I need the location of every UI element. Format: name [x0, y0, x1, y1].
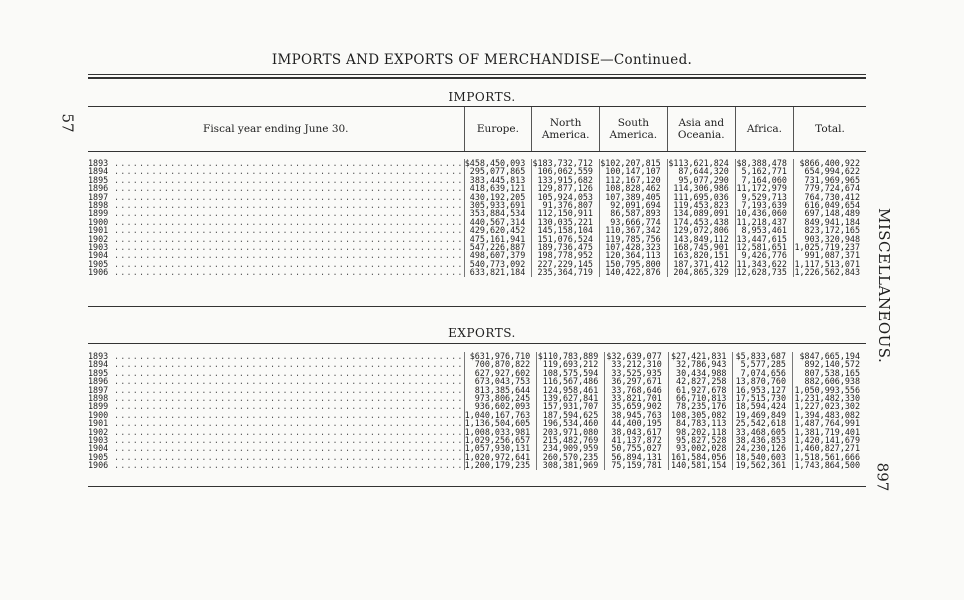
- header-asia-oceania: Asia and Oceania.: [667, 107, 735, 151]
- header-south-america: South America.: [599, 107, 667, 151]
- value-cell: 215,482,769: [537, 436, 605, 444]
- value-cell: 731,969,965: [793, 176, 866, 184]
- value-cell: 107,428,323: [599, 243, 667, 251]
- year-label: 1893: [88, 352, 109, 361]
- value-cell: 764,730,412: [793, 193, 866, 201]
- value-cell: 100,147,107: [599, 167, 667, 175]
- dot-leader: ........................................................: [114, 410, 464, 420]
- value-cell: 498,607,379: [464, 251, 532, 259]
- value-cell: 203,971,080: [537, 428, 605, 436]
- year-label: 1895: [88, 368, 109, 378]
- value-cell: 187,594,625: [537, 411, 605, 419]
- value-cell: 134,089,091: [667, 209, 735, 217]
- exports-table: [88, 352, 866, 470]
- value-cell: 779,724,674: [793, 184, 866, 192]
- year-label: 1905: [88, 452, 109, 462]
- value-cell: 892,140,572: [792, 360, 866, 368]
- dot-leader: ........................................................: [114, 175, 464, 185]
- value-cell: 1,743,864,500: [792, 461, 866, 469]
- value-cell: 143,849,112: [667, 235, 735, 243]
- value-cell: 11,218,437: [735, 218, 793, 226]
- dot-leader: ........................................................: [114, 192, 464, 202]
- dot-leader: ........................................................: [114, 159, 464, 168]
- value-cell: 93,666,774: [599, 218, 667, 226]
- dot-leader: ........................................................: [114, 360, 464, 369]
- dot-leader: ........................................................: [114, 444, 464, 453]
- value-cell: 204,865,329: [667, 268, 735, 276]
- year-label: 1900: [88, 217, 109, 227]
- year-label: 1902: [88, 234, 109, 244]
- year-label: 1906: [88, 461, 109, 470]
- value-cell: 196,534,460: [537, 419, 605, 427]
- value-cell: 1,460,827,271: [792, 444, 866, 452]
- value-cell: 1,231,482,330: [792, 394, 866, 402]
- value-cell: 16,953,127: [733, 386, 793, 394]
- year-label: 1906: [88, 268, 109, 277]
- value-cell: 120,364,113: [599, 251, 667, 259]
- exports-row: [88, 461, 866, 469]
- value-cell: 163,820,151: [667, 251, 735, 259]
- value-cell: 150,795,800: [599, 260, 667, 268]
- value-cell: 35,659,902: [605, 402, 669, 410]
- dot-leader: ........................................................: [114, 377, 464, 386]
- value-cell: $110,783,889: [537, 352, 605, 360]
- value-cell: $847,665,194: [792, 352, 866, 360]
- value-cell: $27,421,831: [668, 352, 733, 360]
- value-cell: 430,192,205: [464, 193, 532, 201]
- value-cell: 129,072,806: [667, 226, 735, 234]
- value-cell: 9,426,776: [735, 251, 793, 259]
- dot-leader: ........................................................: [114, 436, 464, 445]
- year-label: 1900: [88, 410, 109, 420]
- year-label: 1894: [88, 360, 109, 369]
- value-cell: 129,877,126: [532, 184, 600, 192]
- year-label: 1902: [88, 427, 109, 437]
- year-label: 1897: [88, 385, 109, 395]
- value-cell: 36,297,671: [605, 377, 669, 385]
- value-cell: 18,594,424: [733, 402, 793, 410]
- value-cell: 145,158,104: [532, 226, 600, 234]
- dot-leader: ........................................................: [114, 419, 464, 428]
- value-cell: 87,644,320: [667, 167, 735, 175]
- value-cell: 540,773,092: [464, 260, 532, 268]
- value-cell: 295,077,865: [464, 167, 532, 175]
- year-label: 1893: [88, 159, 109, 168]
- dot-leader: ........................................................: [114, 184, 464, 193]
- value-cell: 1,050,993,556: [792, 386, 866, 394]
- year-label: 1897: [88, 192, 109, 202]
- dot-leader: ........................................................: [114, 234, 464, 244]
- value-cell: 697,148,489: [793, 209, 866, 217]
- value-cell: 1,025,719,237: [793, 243, 866, 251]
- value-cell: 429,620,452: [464, 226, 532, 234]
- year-cell: [88, 243, 464, 251]
- title-rule: [88, 74, 866, 75]
- year-label: 1894: [88, 167, 109, 176]
- value-cell: 11,343,622: [735, 260, 793, 268]
- value-cell: $458,450,093: [464, 159, 532, 167]
- value-cell: 112,167,120: [599, 176, 667, 184]
- value-cell: 936,602,093: [464, 402, 537, 410]
- value-cell: 383,445,813: [464, 176, 532, 184]
- value-cell: 140,581,154: [668, 461, 733, 469]
- value-cell: 547,226,887: [464, 243, 532, 251]
- value-cell: 1,420,141,679: [792, 436, 866, 444]
- value-cell: 33,525,935: [605, 369, 669, 377]
- value-cell: 5,162,771: [735, 167, 793, 175]
- value-cell: 93,002,028: [668, 444, 733, 452]
- value-cell: 1,394,483,082: [792, 411, 866, 419]
- year-cell: [88, 428, 464, 436]
- header-europe: Europe.: [464, 107, 532, 151]
- value-cell: 1,029,256,657: [464, 436, 537, 444]
- value-cell: 7,164,060: [735, 176, 793, 184]
- dot-leader: ........................................................: [114, 209, 464, 218]
- value-cell: 92,091,694: [599, 201, 667, 209]
- value-cell: 75,159,781: [605, 461, 669, 469]
- value-cell: 1,227,023,302: [792, 402, 866, 410]
- value-cell: 849,941,184: [793, 218, 866, 226]
- dot-leader: ........................................................: [114, 259, 464, 269]
- header-north-america: North America.: [532, 107, 600, 151]
- value-cell: 633,821,184: [464, 268, 532, 276]
- imports-title: IMPORTS.: [448, 90, 516, 104]
- value-cell: 61,927,678: [668, 386, 733, 394]
- value-cell: 119,693,212: [537, 360, 605, 368]
- value-cell: 12,581,651: [735, 243, 793, 251]
- value-cell: 161,584,056: [668, 453, 733, 461]
- header-fiscal-year: Fiscal year ending June 30.: [203, 123, 349, 135]
- value-cell: 130,035,221: [532, 218, 600, 226]
- value-cell: 168,745,901: [667, 243, 735, 251]
- value-cell: $183,732,712: [532, 159, 600, 167]
- value-cell: 627,927,602: [464, 369, 537, 377]
- value-cell: $5,833,687: [733, 352, 793, 360]
- value-cell: 98,202,118: [668, 428, 733, 436]
- imports-row: [88, 268, 866, 276]
- value-cell: 95,077,290: [667, 176, 735, 184]
- value-cell: 1,040,167,763: [464, 411, 537, 419]
- value-cell: $8,388,478: [735, 159, 793, 167]
- value-cell: $631,976,710: [464, 352, 537, 360]
- year-cell: [88, 402, 464, 410]
- value-cell: 107,389,405: [599, 193, 667, 201]
- value-cell: 106,062,559: [532, 167, 600, 175]
- value-cell: 1,487,764,991: [792, 419, 866, 427]
- value-cell: 84,783,113: [668, 419, 733, 427]
- year-label: 1898: [88, 201, 109, 210]
- value-cell: 108,305,082: [668, 411, 733, 419]
- value-cell: 700,870,822: [464, 360, 537, 368]
- year-cell: [88, 201, 464, 209]
- value-cell: 33,212,310: [605, 360, 669, 368]
- value-cell: 151,076,524: [532, 235, 600, 243]
- exports-body: [88, 352, 866, 470]
- value-cell: 1,020,972,641: [464, 453, 537, 461]
- value-cell: 119,785,756: [599, 235, 667, 243]
- value-cell: 139,627,841: [537, 394, 605, 402]
- value-cell: 174,453,438: [667, 218, 735, 226]
- page-title: IMPORTS AND EXPORTS OF MERCHANDISE—Continued.: [271, 52, 693, 68]
- value-cell: 616,049,654: [793, 201, 866, 209]
- value-cell: 8,953,461: [735, 226, 793, 234]
- value-cell: 95,827,528: [668, 436, 733, 444]
- year-label: 1903: [88, 436, 109, 445]
- value-cell: 234,909,959: [537, 444, 605, 452]
- value-cell: 189,736,475: [532, 243, 600, 251]
- value-cell: 30,434,988: [668, 369, 733, 377]
- year-cell: [88, 419, 464, 427]
- value-cell: 813,385,644: [464, 386, 537, 394]
- year-cell: [88, 444, 464, 452]
- value-cell: 119,453,823: [667, 201, 735, 209]
- value-cell: 33,468,605: [733, 428, 793, 436]
- year-cell: [88, 453, 464, 461]
- value-cell: 19,562,361: [733, 461, 793, 469]
- value-cell: 13,447,615: [735, 235, 793, 243]
- dot-leader: ........................................................: [114, 394, 464, 403]
- value-cell: 110,367,342: [599, 226, 667, 234]
- value-cell: $32,639,077: [605, 352, 669, 360]
- value-cell: 1,057,930,131: [464, 444, 537, 452]
- year-cell: [88, 268, 464, 276]
- value-cell: 18,540,603: [733, 453, 793, 461]
- value-cell: 305,933,691: [464, 201, 532, 209]
- year-label: 1896: [88, 184, 109, 193]
- value-cell: 903,320,948: [793, 235, 866, 243]
- value-cell: 78,235,176: [668, 402, 733, 410]
- imports-header-row: [88, 107, 866, 151]
- value-cell: 1,518,561,666: [792, 453, 866, 461]
- year-label: 1899: [88, 402, 109, 411]
- value-cell: 882,606,938: [792, 377, 866, 385]
- year-cell: [88, 377, 464, 385]
- value-cell: 56,894,131: [605, 453, 669, 461]
- year-cell: [88, 394, 464, 402]
- dot-leader: ........................................................: [114, 226, 464, 235]
- value-cell: 157,931,707: [537, 402, 605, 410]
- left-page-number: 57: [58, 113, 77, 133]
- dot-leader: ........................................................: [114, 368, 464, 378]
- year-label: 1901: [88, 419, 109, 428]
- value-cell: 108,828,462: [599, 184, 667, 192]
- value-cell: 105,924,053: [532, 193, 600, 201]
- year-cell: [88, 461, 464, 469]
- value-cell: 19,469,849: [733, 411, 793, 419]
- imports-body: [88, 151, 866, 277]
- title-rule-thick: [88, 77, 866, 79]
- year-cell: [88, 193, 464, 201]
- value-cell: 33,768,646: [605, 386, 669, 394]
- value-cell: 41,137,872: [605, 436, 669, 444]
- dot-leader: ........................................................: [114, 452, 464, 462]
- dot-leader: ........................................................: [114, 251, 464, 260]
- value-cell: 5,577,285: [733, 360, 793, 368]
- value-cell: 116,567,486: [537, 377, 605, 385]
- year-cell: [88, 218, 464, 226]
- year-label: 1899: [88, 209, 109, 218]
- value-cell: 227,229,145: [532, 260, 600, 268]
- dot-leader: ........................................................: [114, 385, 464, 395]
- right-page-number: 897: [873, 462, 892, 492]
- dot-leader: ........................................................: [114, 243, 464, 252]
- year-cell: [88, 386, 464, 394]
- dot-leader: ........................................................: [114, 461, 464, 470]
- exports-rule-top: [88, 343, 866, 344]
- value-cell: 235,364,719: [532, 268, 600, 276]
- year-label: 1904: [88, 251, 109, 260]
- value-cell: 7,193,639: [735, 201, 793, 209]
- year-label: 1904: [88, 444, 109, 453]
- value-cell: 17,515,730: [733, 394, 793, 402]
- value-cell: 13,870,760: [733, 377, 793, 385]
- year-cell: [88, 436, 464, 444]
- value-cell: 991,087,371: [793, 251, 866, 259]
- value-cell: $113,621,824: [667, 159, 735, 167]
- value-cell: 807,538,165: [792, 369, 866, 377]
- dot-leader: ........................................................: [114, 201, 464, 210]
- value-cell: 111,695,036: [667, 193, 735, 201]
- value-cell: 44,400,195: [605, 419, 669, 427]
- value-cell: 32,786,943: [668, 360, 733, 368]
- year-cell: [88, 167, 464, 175]
- value-cell: 50,755,027: [605, 444, 669, 452]
- value-cell: 654,994,622: [793, 167, 866, 175]
- value-cell: 38,945,763: [605, 411, 669, 419]
- year-cell: [88, 251, 464, 259]
- value-cell: 66,710,813: [668, 394, 733, 402]
- value-cell: 673,043,753: [464, 377, 537, 385]
- value-cell: 108,575,594: [537, 369, 605, 377]
- value-cell: 7,074,656: [733, 369, 793, 377]
- value-cell: 1,200,179,235: [464, 461, 537, 469]
- dot-leader: ........................................................: [114, 352, 464, 361]
- value-cell: 9,529,713: [735, 193, 793, 201]
- imports-bottom-rule: [88, 306, 866, 307]
- value-cell: 133,915,682: [532, 176, 600, 184]
- value-cell: 38,436,853: [733, 436, 793, 444]
- exports-title: EXPORTS.: [448, 326, 516, 340]
- header-africa: Africa.: [735, 107, 793, 151]
- value-cell: 1,226,562,843: [793, 268, 866, 276]
- value-cell: 418,639,121: [464, 184, 532, 192]
- year-cell: [88, 411, 464, 419]
- value-cell: 440,567,314: [464, 218, 532, 226]
- year-cell: [88, 260, 464, 268]
- year-label: 1896: [88, 377, 109, 386]
- year-label: 1901: [88, 226, 109, 235]
- year-cell: [88, 352, 464, 360]
- value-cell: 91,376,807: [532, 201, 600, 209]
- value-cell: 124,958,461: [537, 386, 605, 394]
- value-cell: 42,827,258: [668, 377, 733, 385]
- year-label: 1903: [88, 243, 109, 252]
- value-cell: 973,806,245: [464, 394, 537, 402]
- value-cell: 33,821,701: [605, 394, 669, 402]
- value-cell: 1,008,033,981: [464, 428, 537, 436]
- year-label: 1905: [88, 259, 109, 269]
- year-label: 1895: [88, 175, 109, 185]
- dot-leader: ........................................................: [114, 268, 464, 277]
- value-cell: 353,884,534: [464, 209, 532, 217]
- value-cell: 38,043,617: [605, 428, 669, 436]
- value-cell: $102,207,815: [599, 159, 667, 167]
- value-cell: 12,628,735: [735, 268, 793, 276]
- year-cell: [88, 209, 464, 217]
- exports-bottom-rule: [88, 486, 866, 487]
- value-cell: 1,136,504,605: [464, 419, 537, 427]
- dot-leader: ........................................................: [114, 167, 464, 176]
- year-cell: [88, 159, 464, 167]
- dot-leader: ........................................................: [114, 427, 464, 437]
- dot-leader: ........................................................: [114, 217, 464, 227]
- value-cell: 86,587,893: [599, 209, 667, 217]
- year-cell: [88, 360, 464, 368]
- value-cell: 260,570,235: [537, 453, 605, 461]
- value-cell: 112,150,911: [532, 209, 600, 217]
- value-cell: $866,400,922: [793, 159, 866, 167]
- value-cell: 198,778,952: [532, 251, 600, 259]
- side-heading: MISCELLANEOUS.: [875, 208, 893, 364]
- value-cell: 25,542,618: [733, 419, 793, 427]
- value-cell: 823,172,165: [793, 226, 866, 234]
- year-cell: [88, 226, 464, 234]
- imports-header-rule: [88, 151, 866, 152]
- value-cell: 1,117,513,071: [793, 260, 866, 268]
- imports-table: [88, 107, 866, 277]
- year-cell: [88, 184, 464, 192]
- value-cell: 114,306,986: [667, 184, 735, 192]
- value-cell: 140,422,876: [599, 268, 667, 276]
- value-cell: 10,436,060: [735, 209, 793, 217]
- year-label: 1898: [88, 394, 109, 403]
- year-cell: [88, 369, 464, 377]
- value-cell: 24,230,126: [733, 444, 793, 452]
- value-cell: 1,381,719,401: [792, 428, 866, 436]
- year-cell: [88, 235, 464, 243]
- year-cell: [88, 176, 464, 184]
- value-cell: 475,161,941: [464, 235, 532, 243]
- value-cell: 187,371,412: [667, 260, 735, 268]
- dot-leader: ........................................................: [114, 402, 464, 411]
- value-cell: 11,172,979: [735, 184, 793, 192]
- header-total: Total.: [793, 107, 866, 151]
- value-cell: 308,381,969: [537, 461, 605, 469]
